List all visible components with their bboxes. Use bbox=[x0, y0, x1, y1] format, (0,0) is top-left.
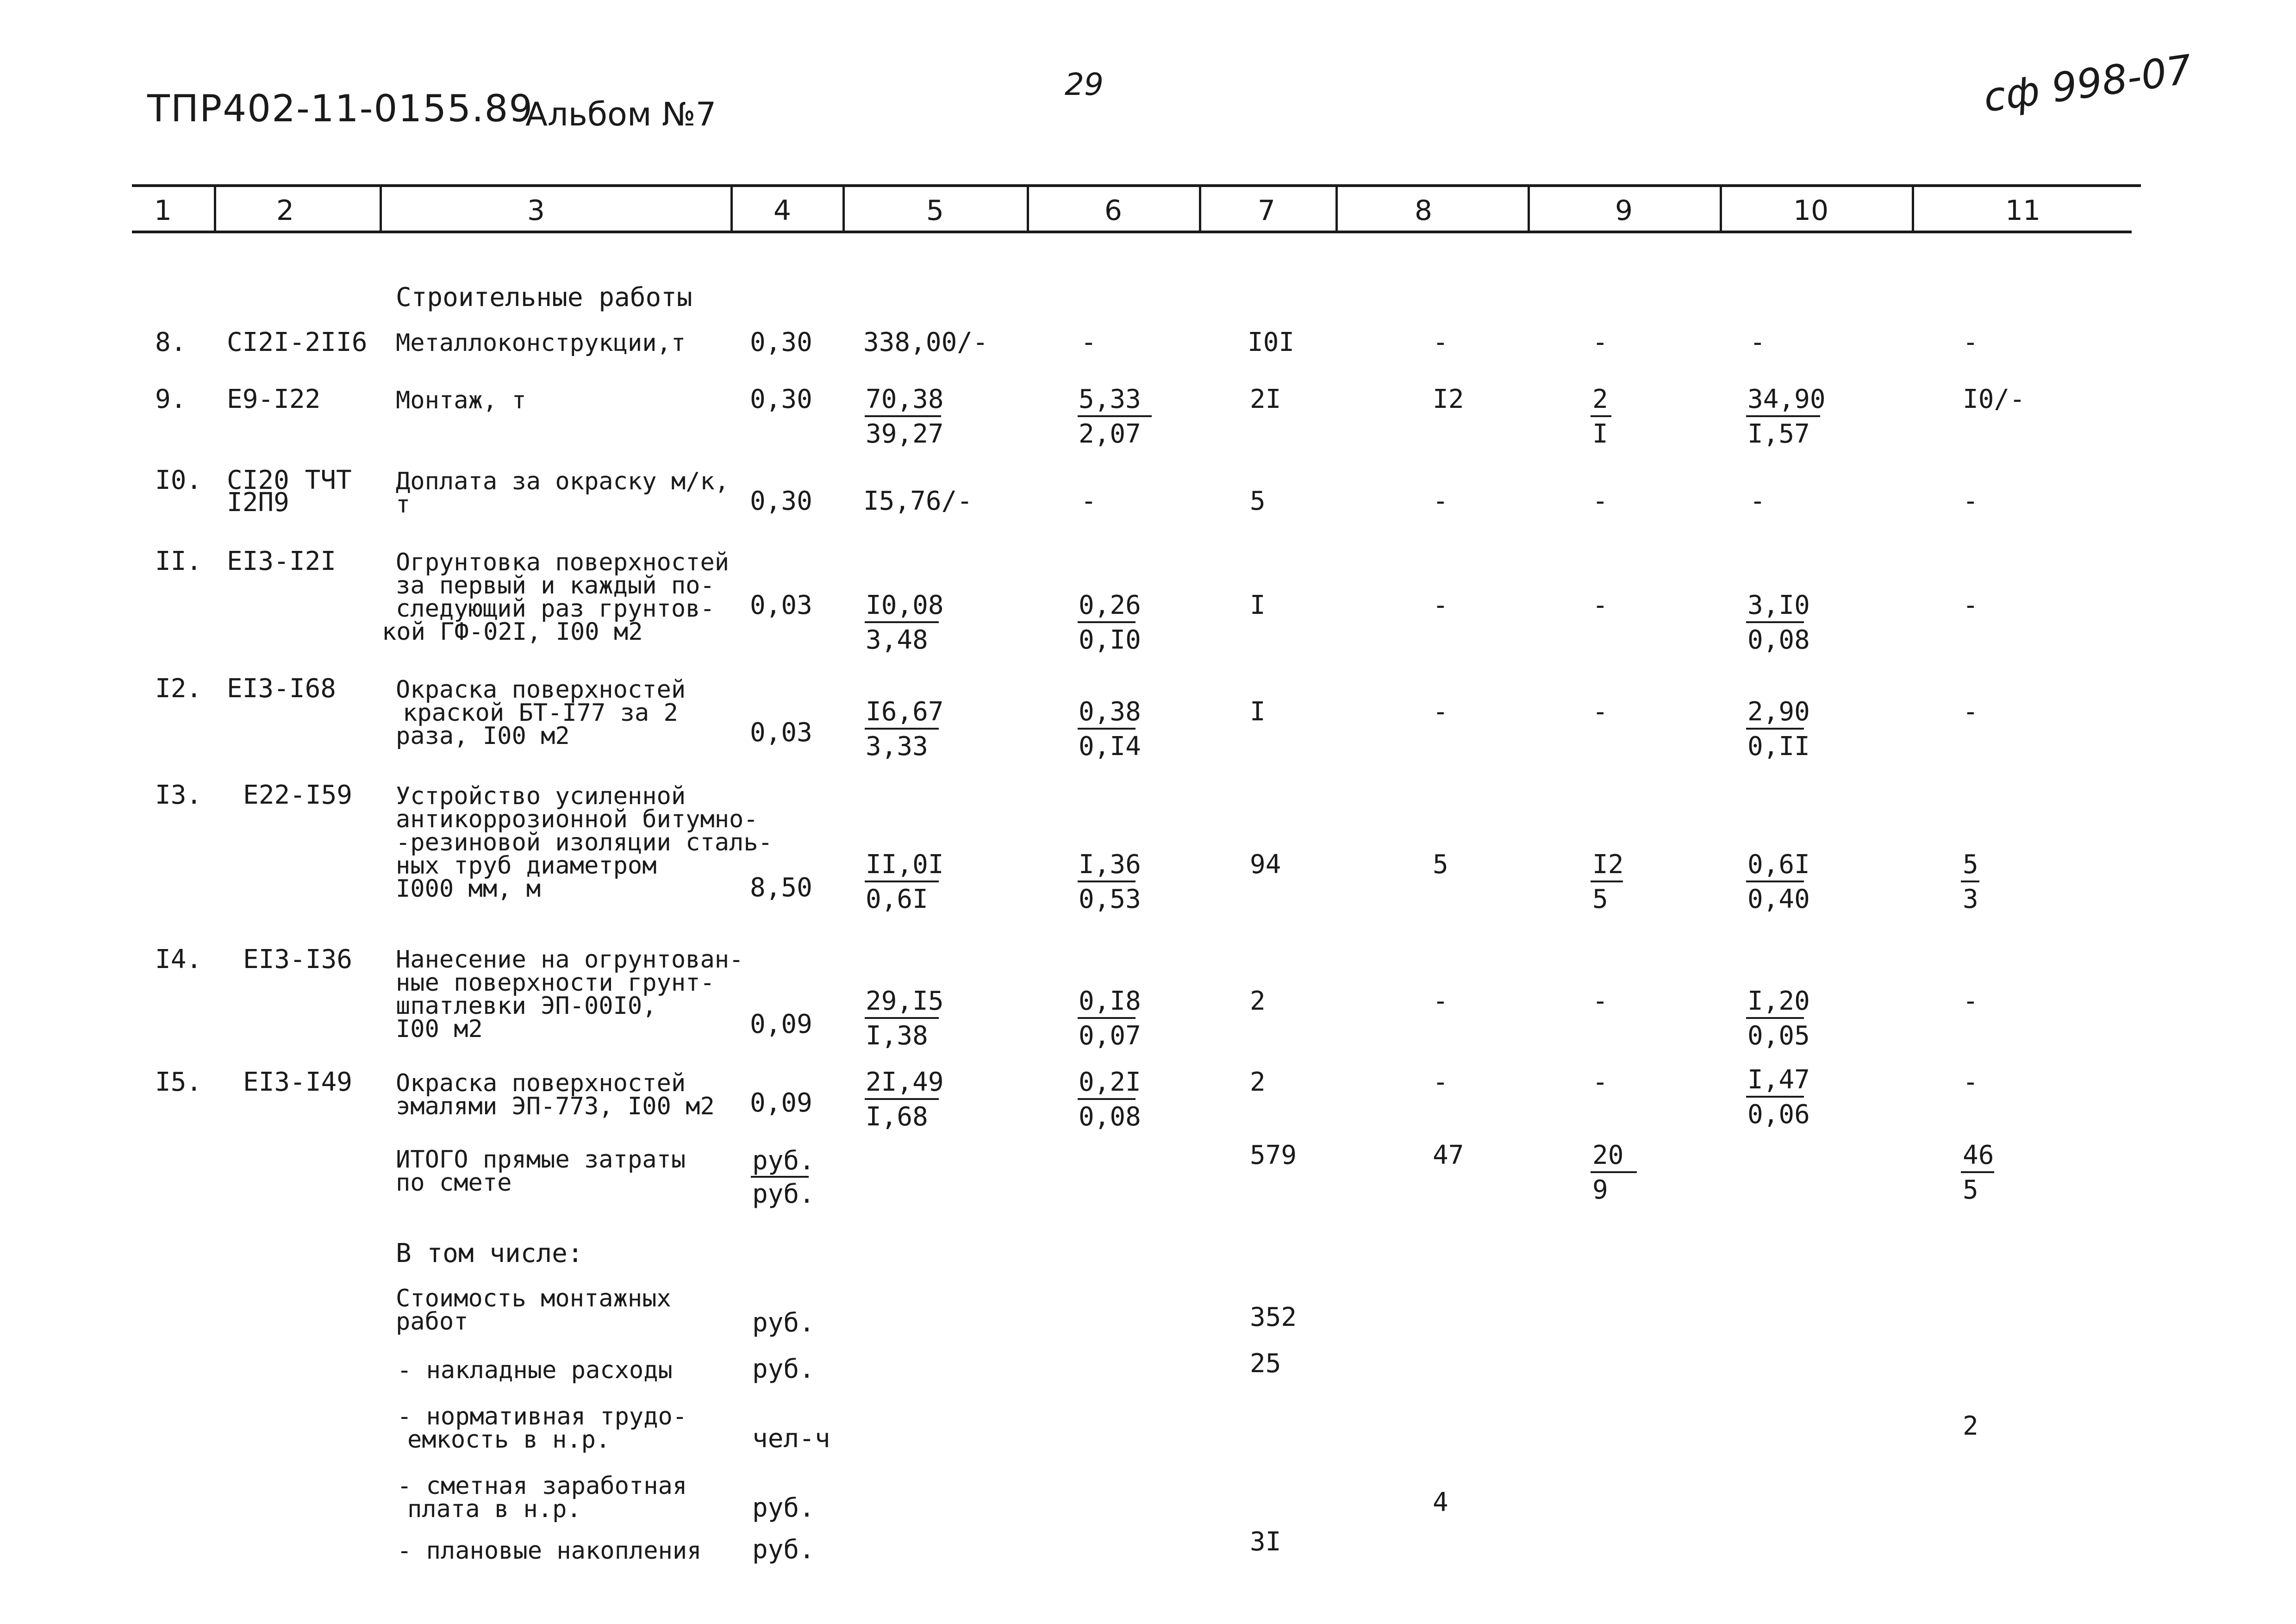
cost-col8: - bbox=[1433, 986, 1448, 1016]
quantity: 0,30 bbox=[750, 384, 812, 414]
breakdown-label: работ bbox=[396, 1308, 468, 1336]
work-description: Устройство усиленной bbox=[396, 782, 686, 810]
section-title: Строительные работы bbox=[396, 282, 693, 312]
cost-col10-top: 34,90 bbox=[1747, 384, 1826, 414]
quantity: 0,03 bbox=[750, 590, 812, 620]
quantity: 0,09 bbox=[750, 1088, 812, 1118]
quantity: 0,30 bbox=[750, 486, 812, 516]
cost-col9: - bbox=[1592, 590, 1608, 620]
cost-col5-bottom: I,38 bbox=[866, 1021, 928, 1051]
work-description: ных труб диаметром bbox=[396, 852, 657, 880]
fraction-bar bbox=[865, 621, 939, 623]
including-label: В том числе: bbox=[396, 1238, 583, 1268]
cost-col7: I bbox=[1250, 697, 1266, 727]
breakdown-label: Стоимость монтажных bbox=[396, 1285, 671, 1312]
work-description: антикоррозионной битумно- bbox=[396, 806, 758, 833]
work-description: Нанесение на огрунтован- bbox=[396, 946, 744, 974]
fraction-bar bbox=[1078, 621, 1136, 623]
cost-col5-bottom: 39,27 bbox=[866, 419, 944, 449]
work-description: за первый и каждый по- bbox=[396, 572, 715, 600]
total-col9-top: 20 bbox=[1592, 1140, 1624, 1170]
cost-col9: - bbox=[1592, 327, 1608, 357]
cost-col11: - bbox=[1963, 327, 1978, 357]
fraction-bar bbox=[1746, 1017, 1804, 1019]
work-description: Огрунтовка поверхностей bbox=[396, 549, 730, 576]
cost-col6-top: 0,I8 bbox=[1079, 986, 1141, 1016]
fraction-bar bbox=[1746, 881, 1804, 882]
work-description: Монтаж, т bbox=[396, 387, 526, 414]
cost-col6-bottom: 0,53 bbox=[1079, 884, 1141, 914]
breakdown-unit: руб. bbox=[752, 1493, 815, 1523]
work-description: эмалями ЭП-773, I00 м2 bbox=[396, 1093, 715, 1120]
work-description: т bbox=[396, 491, 411, 518]
cost-col7: I bbox=[1250, 590, 1266, 620]
header-top-rule bbox=[132, 184, 2141, 187]
breakdown-value: 2 bbox=[1963, 1411, 1978, 1441]
row-number: I4. bbox=[155, 944, 202, 974]
breakdown-value: 25 bbox=[1250, 1349, 1281, 1379]
cost-col7: 94 bbox=[1250, 849, 1281, 880]
cost-col11-top: 5 bbox=[1963, 849, 1978, 880]
cost-col7: 2 bbox=[1250, 1067, 1266, 1097]
fraction-bar bbox=[865, 1017, 939, 1019]
column-divider bbox=[1335, 185, 1338, 231]
cost-col5: I5,76/- bbox=[863, 486, 973, 516]
total-unit-bottom: руб. bbox=[752, 1179, 815, 1209]
total-col11-top: 46 bbox=[1963, 1140, 1994, 1170]
row-number: I2. bbox=[155, 674, 202, 704]
breakdown-unit: чел-ч bbox=[752, 1424, 830, 1454]
cost-col10-top: I,20 bbox=[1747, 986, 1810, 1016]
fraction-bar bbox=[1591, 415, 1611, 417]
breakdown-label: - накладные расходы bbox=[397, 1356, 673, 1384]
cost-col11: - bbox=[1963, 986, 1978, 1016]
cost-col7: I0I bbox=[1248, 327, 1295, 357]
cost-col6: - bbox=[1081, 486, 1097, 516]
header-bottom-rule bbox=[132, 231, 2132, 233]
rate-code: ЕI3-I36 bbox=[243, 944, 353, 974]
total-unit-top: руб. bbox=[752, 1146, 815, 1176]
cost-col6-top: I,36 bbox=[1079, 849, 1141, 880]
fraction-bar bbox=[1961, 1171, 1994, 1173]
fraction-bar bbox=[1078, 1017, 1136, 1019]
cost-col10-bottom: I,57 bbox=[1747, 419, 1810, 449]
breakdown-unit: руб. bbox=[752, 1308, 815, 1338]
cost-col10-top: 0,6I bbox=[1747, 849, 1810, 880]
quantity: 0,09 bbox=[750, 1009, 812, 1039]
work-description: I00 м2 bbox=[396, 1015, 483, 1043]
cost-col7: 2 bbox=[1250, 986, 1266, 1016]
cost-col10-top: 3,I0 bbox=[1747, 590, 1810, 620]
cost-col10-top: 2,90 bbox=[1747, 697, 1810, 727]
cost-col8: - bbox=[1433, 486, 1448, 516]
cost-col5-top: I6,67 bbox=[866, 697, 944, 727]
cost-col10: - bbox=[1750, 486, 1766, 516]
cost-col6-bottom: 0,07 bbox=[1079, 1021, 1141, 1051]
column-number: 11 bbox=[2005, 194, 2041, 227]
cost-col10-bottom: 0,08 bbox=[1747, 625, 1810, 655]
column-number: 5 bbox=[926, 194, 944, 227]
column-number: 9 bbox=[1615, 194, 1633, 227]
work-description: -резиновой изоляции сталь- bbox=[396, 829, 773, 856]
fraction-bar bbox=[1746, 1096, 1804, 1098]
cost-col9-bottom: I bbox=[1592, 419, 1608, 449]
work-description: кой ГФ-02I, I00 м2 bbox=[382, 618, 643, 646]
rate-code: СI2I-2II6 bbox=[227, 327, 368, 357]
cost-col5-top: 29,I5 bbox=[866, 986, 944, 1016]
sheet-code: сф 998-07 bbox=[1981, 46, 2195, 122]
cost-col8: - bbox=[1433, 1067, 1448, 1097]
column-divider bbox=[380, 185, 382, 231]
cost-col11: - bbox=[1963, 486, 1978, 516]
cost-col8: - bbox=[1433, 590, 1448, 620]
fraction-bar bbox=[1078, 728, 1136, 730]
rate-code-line2: I2П9 bbox=[227, 487, 289, 518]
row-number: I0. bbox=[155, 465, 202, 495]
work-description: следующий раз грунтов- bbox=[396, 595, 715, 623]
column-number: 7 bbox=[1257, 194, 1276, 227]
cost-col8: 5 bbox=[1433, 849, 1448, 880]
work-description: ные поверхности грунт- bbox=[396, 969, 715, 997]
cost-col5-bottom: 3,33 bbox=[866, 731, 928, 762]
fraction-bar bbox=[865, 881, 939, 882]
cost-col7: 5 bbox=[1250, 486, 1266, 516]
cost-col6-bottom: 0,08 bbox=[1079, 1102, 1141, 1132]
document-code: ТПР402-11-0155.89 bbox=[147, 87, 534, 130]
column-divider bbox=[214, 185, 216, 231]
cost-col6: - bbox=[1081, 327, 1097, 357]
cost-col11-bottom: 3 bbox=[1963, 884, 1978, 914]
work-description: Доплата за окраску м/к, bbox=[396, 468, 730, 495]
quantity: 8,50 bbox=[750, 873, 812, 903]
total-col11-bottom: 5 bbox=[1963, 1175, 1978, 1205]
work-description: Металлоконструкции,т bbox=[396, 329, 686, 357]
column-number: 4 bbox=[773, 194, 792, 227]
cost-col11: - bbox=[1963, 1067, 1978, 1097]
cost-col7: 2I bbox=[1250, 384, 1281, 414]
fraction-bar bbox=[1746, 415, 1820, 417]
total-col7: 579 bbox=[1250, 1140, 1297, 1170]
cost-col6-top: 0,2I bbox=[1079, 1067, 1141, 1097]
fraction-bar bbox=[1746, 621, 1804, 623]
fraction-bar bbox=[1591, 1171, 1637, 1173]
fraction-bar bbox=[751, 1176, 809, 1178]
breakdown-value: 352 bbox=[1250, 1302, 1297, 1332]
cost-col6-top: 0,26 bbox=[1079, 590, 1141, 620]
breakdown-unit: руб. bbox=[752, 1535, 815, 1565]
quantity: 0,03 bbox=[750, 718, 812, 748]
fraction-bar bbox=[1078, 1098, 1136, 1100]
rate-code: ЕI3-I2I bbox=[227, 546, 337, 576]
cost-col11: I0/- bbox=[1963, 384, 2025, 414]
rate-code: Е22-I59 bbox=[243, 780, 353, 810]
cost-col9: - bbox=[1592, 986, 1608, 1016]
cost-col8: - bbox=[1433, 327, 1448, 357]
work-description: краской БТ-I77 за 2 bbox=[403, 699, 678, 727]
page-number: 29 bbox=[1065, 67, 1104, 102]
quantity: 0,30 bbox=[750, 327, 812, 357]
total-label: по смете bbox=[396, 1169, 512, 1197]
column-number: 2 bbox=[276, 194, 294, 227]
cost-col10-bottom: 0,06 bbox=[1747, 1099, 1810, 1130]
total-col8: 47 bbox=[1433, 1140, 1464, 1170]
cost-col10-bottom: 0,05 bbox=[1747, 1021, 1810, 1051]
row-number: II. bbox=[155, 546, 202, 576]
row-number: 8. bbox=[155, 327, 187, 357]
fraction-bar bbox=[1078, 415, 1152, 417]
cost-col8: - bbox=[1433, 697, 1448, 727]
total-label: ИТОГО прямые затраты bbox=[396, 1146, 686, 1174]
cost-col5-top: I0,08 bbox=[866, 590, 944, 620]
cost-col9-bottom: 5 bbox=[1592, 884, 1608, 914]
fraction-bar bbox=[865, 415, 941, 417]
breakdown-value: 4 bbox=[1433, 1487, 1448, 1518]
column-divider bbox=[842, 185, 845, 231]
cost-col10-bottom: 0,40 bbox=[1747, 884, 1810, 914]
work-description: шпатлевки ЭП-00I0, bbox=[396, 992, 657, 1020]
fraction-bar bbox=[1961, 881, 1979, 882]
cost-col9: - bbox=[1592, 486, 1608, 516]
cost-col6-bottom: 2,07 bbox=[1079, 419, 1141, 449]
column-number: 3 bbox=[527, 194, 545, 227]
column-divider bbox=[1199, 185, 1201, 231]
cost-col10: - bbox=[1750, 327, 1766, 357]
cost-col5-bottom: I,68 bbox=[866, 1102, 928, 1132]
cost-col10-bottom: 0,II bbox=[1747, 731, 1810, 762]
work-description: Окраска поверхностей bbox=[396, 1069, 686, 1097]
work-description: Окраска поверхностей bbox=[396, 676, 686, 704]
cost-col11: - bbox=[1963, 590, 1978, 620]
album-number: Альбом №7 bbox=[525, 95, 717, 133]
cost-col6-bottom: 0,I0 bbox=[1079, 625, 1141, 655]
column-number: 6 bbox=[1104, 194, 1123, 227]
column-divider bbox=[1027, 185, 1029, 231]
cost-col5-bottom: 3,48 bbox=[866, 625, 928, 655]
cost-col5-top: 70,38 bbox=[866, 384, 944, 414]
column-number: 10 bbox=[1793, 194, 1829, 227]
fraction-bar bbox=[1078, 881, 1136, 882]
breakdown-unit: руб. bbox=[752, 1354, 815, 1384]
breakdown-label: плата в н.р. bbox=[407, 1495, 581, 1523]
rate-code: СI20 ТЧТ bbox=[227, 465, 352, 495]
work-description: раза, I00 м2 bbox=[396, 722, 570, 750]
breakdown-label: - сметная заработная bbox=[397, 1472, 687, 1500]
breakdown-label: - плановые накопления bbox=[397, 1537, 702, 1565]
cost-col6-top: 0,38 bbox=[1079, 697, 1141, 727]
rate-code: ЕI3-I49 bbox=[243, 1067, 353, 1097]
cost-col5: 338,00/- bbox=[863, 327, 988, 357]
fraction-bar bbox=[865, 728, 939, 730]
breakdown-label: емкость в н.р. bbox=[407, 1426, 611, 1454]
cost-col5-top: 2I,49 bbox=[866, 1067, 944, 1097]
cost-col9: - bbox=[1592, 1067, 1608, 1097]
fraction-bar bbox=[1746, 728, 1804, 730]
fraction-bar bbox=[1591, 881, 1623, 882]
column-divider bbox=[1720, 185, 1722, 231]
column-divider bbox=[1528, 185, 1530, 231]
column-number: 8 bbox=[1414, 194, 1433, 227]
cost-col10-top: I,47 bbox=[1747, 1065, 1810, 1095]
row-number: I5. bbox=[155, 1067, 202, 1097]
row-number: I3. bbox=[155, 780, 202, 810]
cost-col5-bottom: 0,6I bbox=[866, 884, 928, 914]
cost-col9-top: I2 bbox=[1592, 849, 1624, 880]
cost-col9-top: 2 bbox=[1592, 384, 1608, 414]
cost-col11: - bbox=[1963, 697, 1978, 727]
breakdown-value: 3I bbox=[1250, 1527, 1281, 1557]
cost-col8: I2 bbox=[1433, 384, 1464, 414]
cost-col6-bottom: 0,I4 bbox=[1079, 731, 1141, 762]
column-divider bbox=[730, 185, 733, 231]
total-col9-bottom: 9 bbox=[1592, 1175, 1608, 1205]
column-divider bbox=[1912, 185, 1914, 231]
cost-col5-top: II,0I bbox=[866, 849, 944, 880]
fraction-bar bbox=[865, 1098, 939, 1100]
work-description: I000 мм, м bbox=[396, 875, 541, 903]
cost-col9: - bbox=[1592, 697, 1608, 727]
column-number: 1 bbox=[154, 194, 172, 227]
rate-code: ЕI3-I68 bbox=[227, 674, 337, 704]
rate-code: Е9-I22 bbox=[227, 384, 321, 414]
breakdown-label: - нормативная трудо- bbox=[397, 1403, 687, 1430]
row-number: 9. bbox=[155, 384, 187, 414]
cost-col6-top: 5,33 bbox=[1079, 384, 1141, 414]
